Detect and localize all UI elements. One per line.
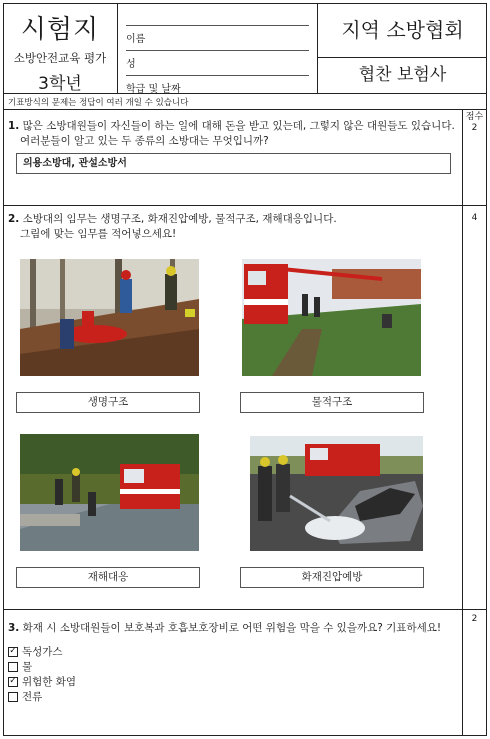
photo-disaster-response [20, 434, 199, 551]
option-label: 물 [22, 661, 33, 673]
header-title-block [3, 3, 118, 93]
photo-life-rescue [20, 259, 199, 376]
option-electric-current[interactable] [8, 689, 42, 704]
student-info-block [118, 3, 318, 93]
score-header [462, 112, 487, 134]
question-2 [8, 212, 337, 242]
q1-text-line2: 여러분들이 알고 있는 두 종류의 소방대는 무엇입니까? [20, 135, 269, 147]
partner-name-text: 협찬 보험사 [358, 65, 447, 85]
score-column [462, 109, 487, 736]
note-divider [3, 109, 487, 110]
partner-name [318, 58, 487, 93]
question-1 [8, 119, 455, 149]
instruction-note: 기표방식의 문제는 정답이 여러 개일 수 있습니다 [8, 98, 189, 108]
checkbox-checked-icon[interactable]: ✓ [9, 676, 17, 686]
option-label: 위험한 화염 [22, 676, 77, 688]
score-header-label: 점수 [465, 112, 484, 122]
option-water[interactable] [8, 659, 32, 674]
score-q2: 4 [471, 213, 478, 223]
q2-number: 2. [8, 213, 20, 225]
q2-text-line2: 그림에 맞는 임무를 적어넣으세요! [20, 228, 177, 240]
checkbox-unchecked-icon[interactable] [8, 662, 18, 672]
label-disaster-response[interactable]: 재해대응 [16, 567, 200, 588]
surname-field[interactable] [126, 50, 309, 70]
section-divider-2 [3, 609, 487, 610]
class-date-field[interactable] [126, 75, 309, 95]
label-fire-suppression[interactable]: 화재진압예방 [240, 567, 424, 588]
checkbox-checked-icon[interactable]: ✓ [9, 646, 17, 656]
option-label: 독성가스 [22, 646, 63, 658]
option-toxic-gas[interactable] [8, 644, 63, 659]
photo-fire-suppression [250, 436, 423, 551]
q1-answer-box[interactable]: 의용소방대, 관설소방서 [16, 153, 451, 174]
class-date-field-label: 학급 및 날짜 [126, 84, 181, 95]
option-dangerous-flames[interactable] [8, 674, 76, 689]
name-field[interactable] [126, 25, 309, 45]
exam-title: 시험지 [20, 15, 100, 45]
q1-number: 1. [8, 120, 20, 132]
surname-field-label: 성 [126, 59, 136, 70]
header-divider [3, 93, 487, 94]
organization-name: 지역 소방협회 [318, 3, 487, 58]
name-field-label: 이름 [126, 34, 146, 45]
option-label: 전류 [22, 691, 43, 703]
section-divider-1 [3, 205, 487, 206]
label-property-rescue[interactable]: 물적구조 [240, 392, 424, 413]
q3-text: 화재 시 소방대원들이 보호복과 호흡보호장비로 어떤 위험을 막을 수 있을까요? 기표하세요! [22, 622, 442, 634]
q2-text-line1: 소방대의 임무는 생명구조, 화재진압예방, 물적구조, 재해대응입니다. [22, 213, 337, 225]
question-3 [8, 621, 441, 636]
q1-text-line1: 많은 소방대원들이 자신들이 하는 일에 대해 돈을 받고 있는데, 그렇지 않은 대원들도 있습니다. [22, 120, 455, 132]
q3-number: 3. [8, 622, 20, 634]
photo-property-rescue [242, 259, 421, 376]
score-q3: 2 [471, 614, 478, 624]
label-life-rescue[interactable]: 생명구조 [16, 392, 200, 413]
exam-subtitle: 소방안전교육 평가 [13, 51, 107, 65]
score-q1: 2 [471, 123, 478, 133]
exam-grade: 3학년 [38, 74, 82, 94]
checkbox-unchecked-icon[interactable] [8, 692, 18, 702]
